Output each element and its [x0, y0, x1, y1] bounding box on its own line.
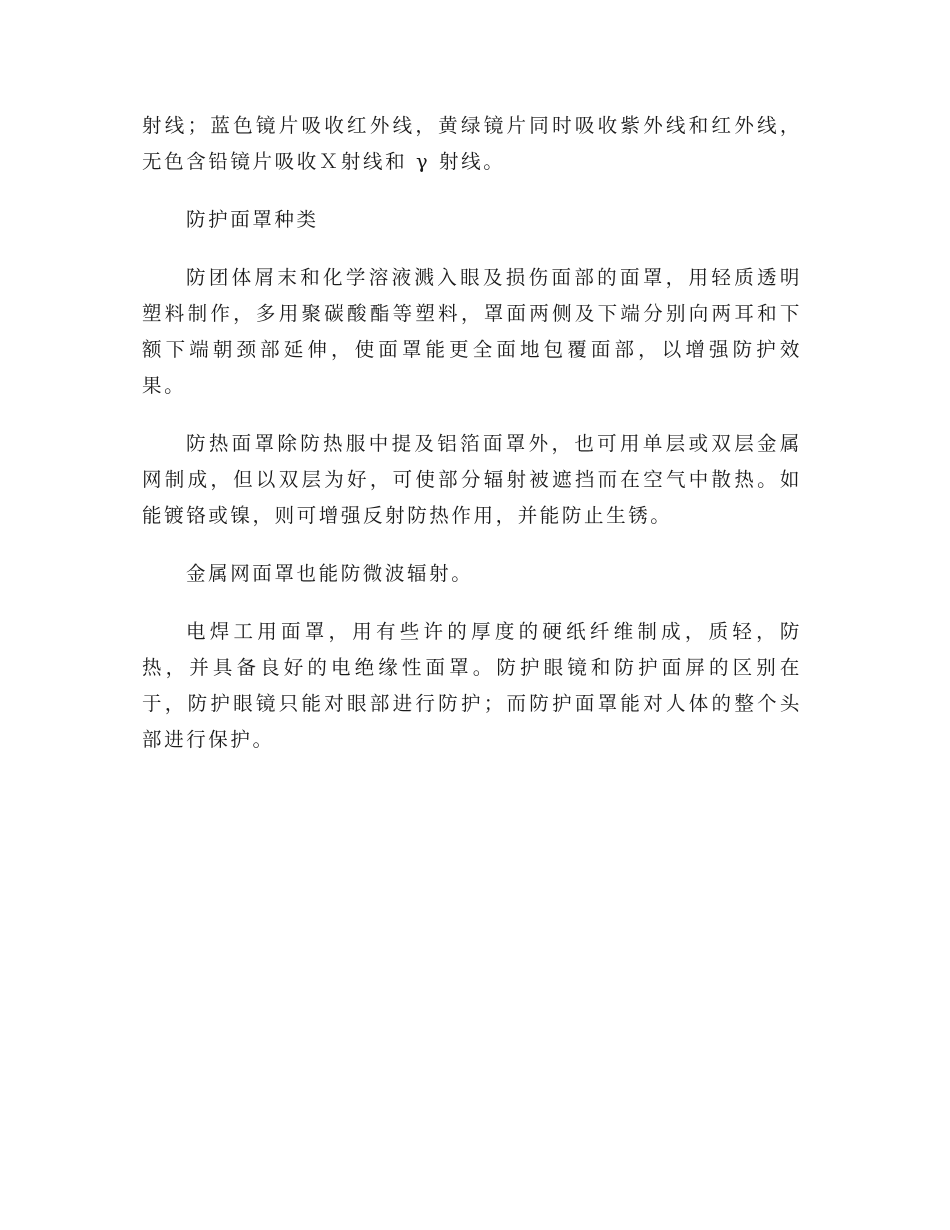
document-body — [142, 108, 802, 780]
paragraph-impact-mask: 防团体屑末和化学溶液溅入眼及损伤面部的面罩，用轻质透明塑料制作，多用聚碳酸酯等塑料，罩面两侧及下端分别向两耳和下额下端朝颈部延伸，使面罩能更全面地包覆面部，以增强防护效果。 — [142, 266, 802, 397]
paragraph-continuation: 射线；蓝色镜片吸收红外线，黄绿镜片同时吸收紫外线和红外线，无色含铅镜片吸收Ｘ射线和 γ 射线。 — [142, 114, 802, 173]
paragraph-welding-mask: 电焊工用面罩，用有些许的厚度的硬纸纤维制成，质轻，防热，并具备良好的电绝缘性面罩。防护眼镜和防护面屏的区别在于，防护眼镜只能对眼部进行防护；而防护面罩能对人体的整个头部进行保护。 — [142, 620, 802, 751]
paragraph-metal-mesh-mask: 金属网面罩也能防微波辐射。 — [186, 562, 474, 585]
paragraph-heat-mask: 防热面罩除防热服中提及铝箔面罩外，也可用单层或双层金属网制成，但以双层为好，可使部分辐射被遮挡而在空气中散热。如能镀铬或镍，则可增强反射防热作用，并能防止生锈。 — [142, 432, 802, 527]
section-heading-mask-types: 防护面罩种类 — [186, 208, 319, 231]
